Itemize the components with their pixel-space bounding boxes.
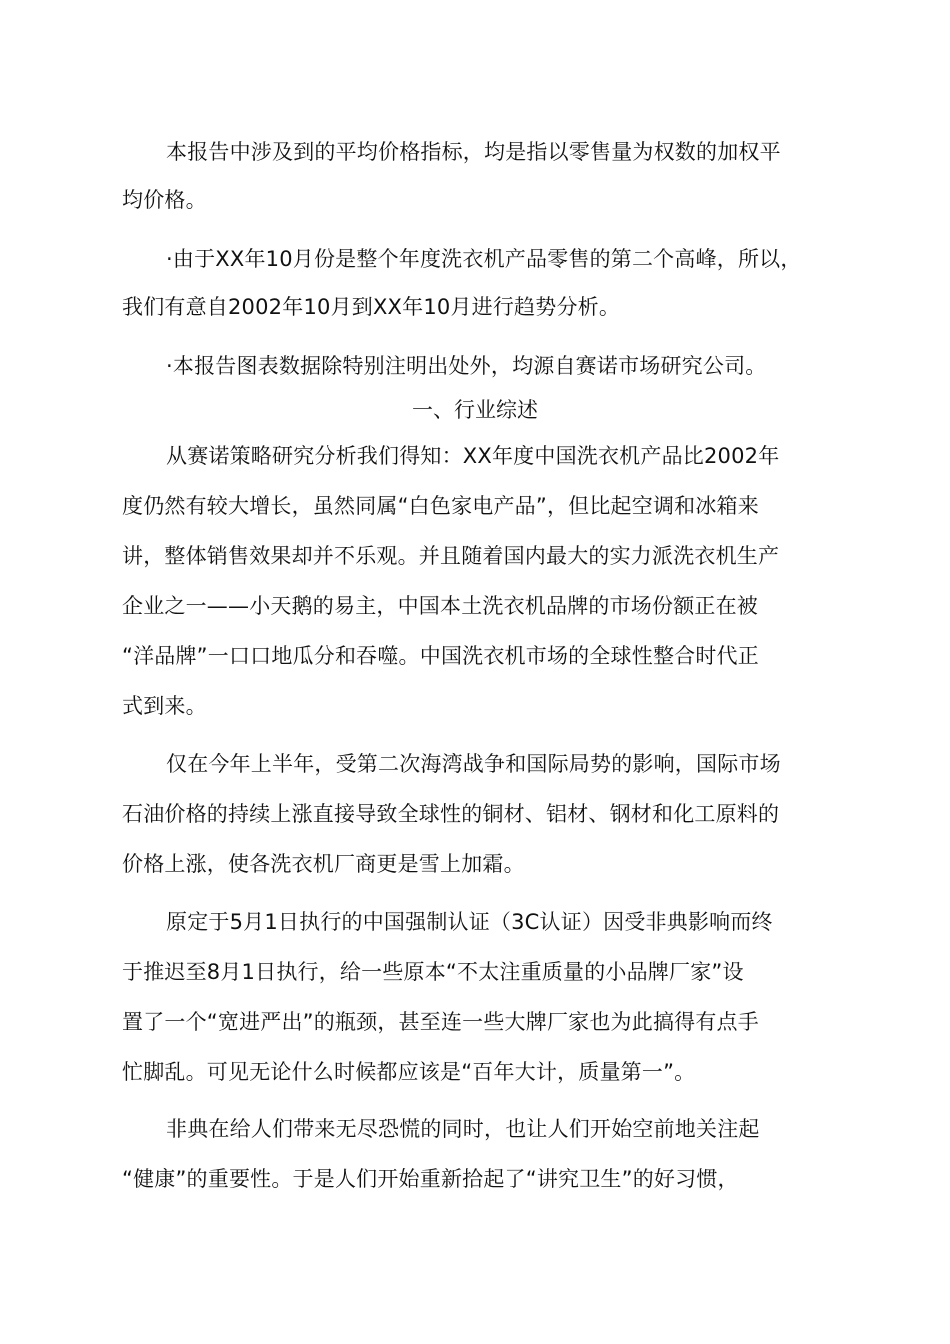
paragraph-line: 本报告中涉及到的平均价格指标，均是指以零售量为权数的加权平: [166, 140, 781, 164]
paragraph-line: 置了一个“宽进严出”的瓶颈，甚至连一些大牌厂家也为此搞得有点手: [122, 1010, 759, 1034]
paragraph-line: 讲，整体销售效果却并不乐观。并且随着国内最大的实力派洗衣机生产: [122, 544, 780, 568]
paragraph-line: ·由于XX年10月份是整个年度洗衣机产品零售的第二个高峰，所以，: [166, 247, 802, 271]
paragraph-line: ·本报告图表数据除特别注明出处外，均源自赛诺市场研究公司。: [166, 354, 767, 378]
paragraph-line: “洋品牌”一口口地瓜分和吞噬。中国洗衣机市场的全球性整合时代正: [122, 644, 759, 668]
paragraph-line: 均价格。: [122, 188, 207, 212]
section-heading: 一、行业综述: [412, 398, 538, 422]
paragraph-line: 价格上涨，使各洗衣机厂商更是雪上加霜。: [122, 852, 525, 876]
paragraph-line: 从赛诺策略研究分析我们得知：XX年度中国洗衣机产品比2002年: [166, 444, 780, 468]
paragraph-line: 度仍然有较大增长，虽然同属“白色家电产品”，但比起空调和冰箱来: [122, 494, 759, 518]
paragraph-line: 石油价格的持续上涨直接导致全球性的铜材、铝材、钢材和化工原料的: [122, 802, 780, 826]
paragraph-line: 仅在今年上半年，受第二次海湾战争和国际局势的影响，国际市场: [166, 752, 781, 776]
paragraph-line: 我们有意自2002年10月到XX年10月进行趋势分析。: [122, 295, 621, 319]
paragraph-line: 忙脚乱。可见无论什么时候都应该是“百年大计，质量第一”。: [122, 1060, 696, 1084]
paragraph-line: 式到来。: [122, 694, 207, 718]
paragraph-line: 原定于5月1日执行的中国强制认证（3C认证）因受非典影响而终: [166, 910, 773, 934]
paragraph-line: 于推迟至8月1日执行，给一些原本“不太注重质量的小品牌厂家”设: [122, 960, 744, 984]
paragraph-line: 非典在给人们带来无尽恐慌的同时，也让人们开始空前地关注起: [166, 1117, 760, 1141]
paragraph-line: “健康”的重要性。于是人们开始重新拾起了“讲究卫生”的好习惯，: [122, 1167, 739, 1191]
paragraph-line: 企业之一——小天鹅的易主，中国本土洗衣机品牌的市场份额正在被: [122, 594, 758, 618]
